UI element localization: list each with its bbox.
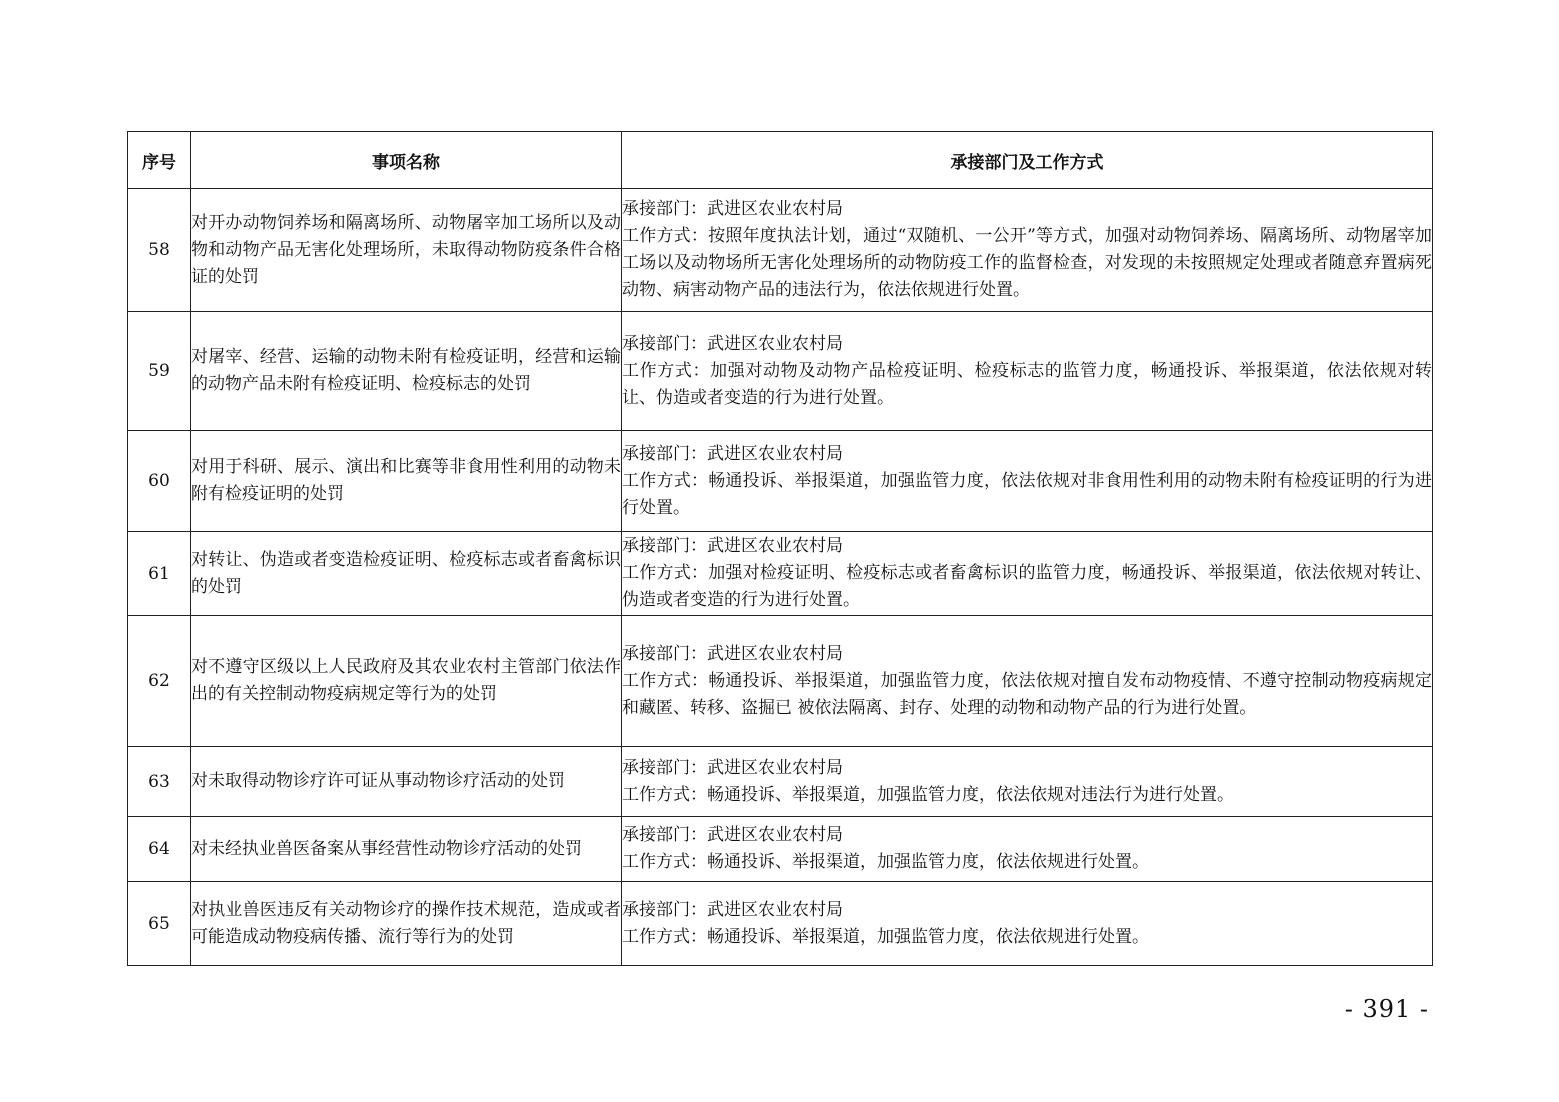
row-dept-cell bbox=[622, 817, 1433, 882]
row-dept: 承接部门：武进区农业农村局 bbox=[622, 333, 843, 354]
row-number: 64 bbox=[128, 817, 191, 882]
row-method: 工作方式：畅通投诉、举报渠道，加强监管力度，依法依规对非食用性利用的动物未附有检疫证明的行为进行处置。 bbox=[622, 470, 1432, 518]
table-row bbox=[128, 532, 1433, 616]
row-dept-cell bbox=[622, 189, 1433, 312]
row-dept-cell bbox=[622, 431, 1433, 532]
table-row bbox=[128, 189, 1433, 312]
row-dept-cell bbox=[622, 747, 1433, 817]
row-dept: 承接部门：武进区农业农村局 bbox=[622, 536, 843, 556]
table-row bbox=[128, 312, 1433, 431]
row-item-name: 对不遵守区级以上人民政府及其农业农村主管部门依法作出的有关控制动物疫病规定等行为的处罚 bbox=[191, 616, 622, 747]
row-number: 59 bbox=[128, 312, 191, 431]
row-item-name: 对开办动物饲养场和隔离场所、动物屠宰加工场所以及动物和动物产品无害化处理场所，未取得动物防疫条件合格证的处罚 bbox=[191, 189, 622, 312]
row-dept: 承接部门：武进区农业农村局 bbox=[622, 899, 843, 920]
row-item-name: 对用于科研、展示、演出和比赛等非食用性利用的动物未附有检疫证明的处罚 bbox=[191, 431, 622, 532]
row-dept-cell bbox=[622, 312, 1433, 431]
row-item-name: 对转让、伪造或者变造检疫证明、检疫标志或者畜禽标识的处罚 bbox=[191, 532, 622, 616]
row-dept: 承接部门：武进区农业农村局 bbox=[622, 643, 843, 664]
table-row bbox=[128, 431, 1433, 532]
row-number: 63 bbox=[128, 747, 191, 817]
page-number: - 391 - bbox=[1344, 995, 1429, 1023]
table-header-row bbox=[128, 132, 1433, 189]
table-row bbox=[128, 616, 1433, 747]
row-item-name: 对执业兽医违反有关动物诊疗的操作技术规范，造成或者可能造成动物疫病传播、流行等行为的处罚 bbox=[191, 882, 622, 966]
row-method: 工作方式：畅通投诉、举报渠道，加强监管力度，依法依规对擅自发布动物疫情、不遵守控制动物疫病规定和藏匿、转移、盗掘已 被依法隔离、封存、处理的动物和动物产品的行为进行处置。 bbox=[622, 670, 1432, 718]
row-item-name: 对未取得动物诊疗许可证从事动物诊疗活动的处罚 bbox=[191, 747, 622, 817]
row-dept: 承接部门：武进区农业农村局 bbox=[622, 443, 843, 464]
row-method: 工作方式：畅通投诉、举报渠道，加强监管力度，依法依规对违法行为进行处置。 bbox=[622, 784, 1234, 805]
row-dept: 承接部门：武进区农业农村局 bbox=[622, 199, 843, 219]
row-number: 62 bbox=[128, 616, 191, 747]
row-dept-cell bbox=[622, 616, 1433, 747]
row-method: 工作方式：畅通投诉、举报渠道，加强监管力度，依法依规进行处置。 bbox=[622, 852, 1149, 872]
row-number: 61 bbox=[128, 532, 191, 616]
header-name: 事项名称 bbox=[191, 132, 622, 189]
row-method: 工作方式：加强对检疫证明、检疫标志或者畜禽标识的监管力度，畅通投诉、举报渠道，依法依规对转让、伪造或者变造的行为进行处置。 bbox=[622, 563, 1432, 610]
header-number: 序号 bbox=[128, 132, 191, 189]
row-dept: 承接部门：武进区农业农村局 bbox=[622, 757, 843, 778]
row-number: 60 bbox=[128, 431, 191, 532]
row-method: 工作方式：加强对动物及动物产品检疫证明、检疫标志的监管力度，畅通投诉、举报渠道，依法依规对转让、伪造或者变造的行为进行处置。 bbox=[622, 360, 1432, 408]
row-item-name: 对屠宰、经营、运输的动物未附有检疫证明，经营和运输的动物产品未附有检疫证明、检疫标志的处罚 bbox=[191, 312, 622, 431]
row-number: 58 bbox=[128, 189, 191, 312]
row-item-name: 对未经执业兽医备案从事经营性动物诊疗活动的处罚 bbox=[191, 817, 622, 882]
row-dept-cell bbox=[622, 882, 1433, 966]
row-method: 工作方式：按照年度执法计划，通过“双随机、一公开”等方式，加强对动物饲养场、隔离场所、动物屠宰加工场以及动物场所无害化处理场所的动物防疫工作的监督检查，对发现的未按照规定处理或者随意弃置病死动物、病害动物产品的违法行为，依法依规进行处置。 bbox=[622, 226, 1432, 300]
row-number: 65 bbox=[128, 882, 191, 966]
table-row bbox=[128, 882, 1433, 966]
header-dept: 承接部门及工作方式 bbox=[622, 132, 1433, 189]
row-method: 工作方式：畅通投诉、举报渠道，加强监管力度，依法依规进行处置。 bbox=[622, 926, 1149, 947]
items-table bbox=[127, 131, 1433, 966]
row-dept: 承接部门：武进区农业农村局 bbox=[622, 825, 843, 845]
table-row bbox=[128, 817, 1433, 882]
table-row bbox=[128, 747, 1433, 817]
row-dept-cell bbox=[622, 532, 1433, 616]
